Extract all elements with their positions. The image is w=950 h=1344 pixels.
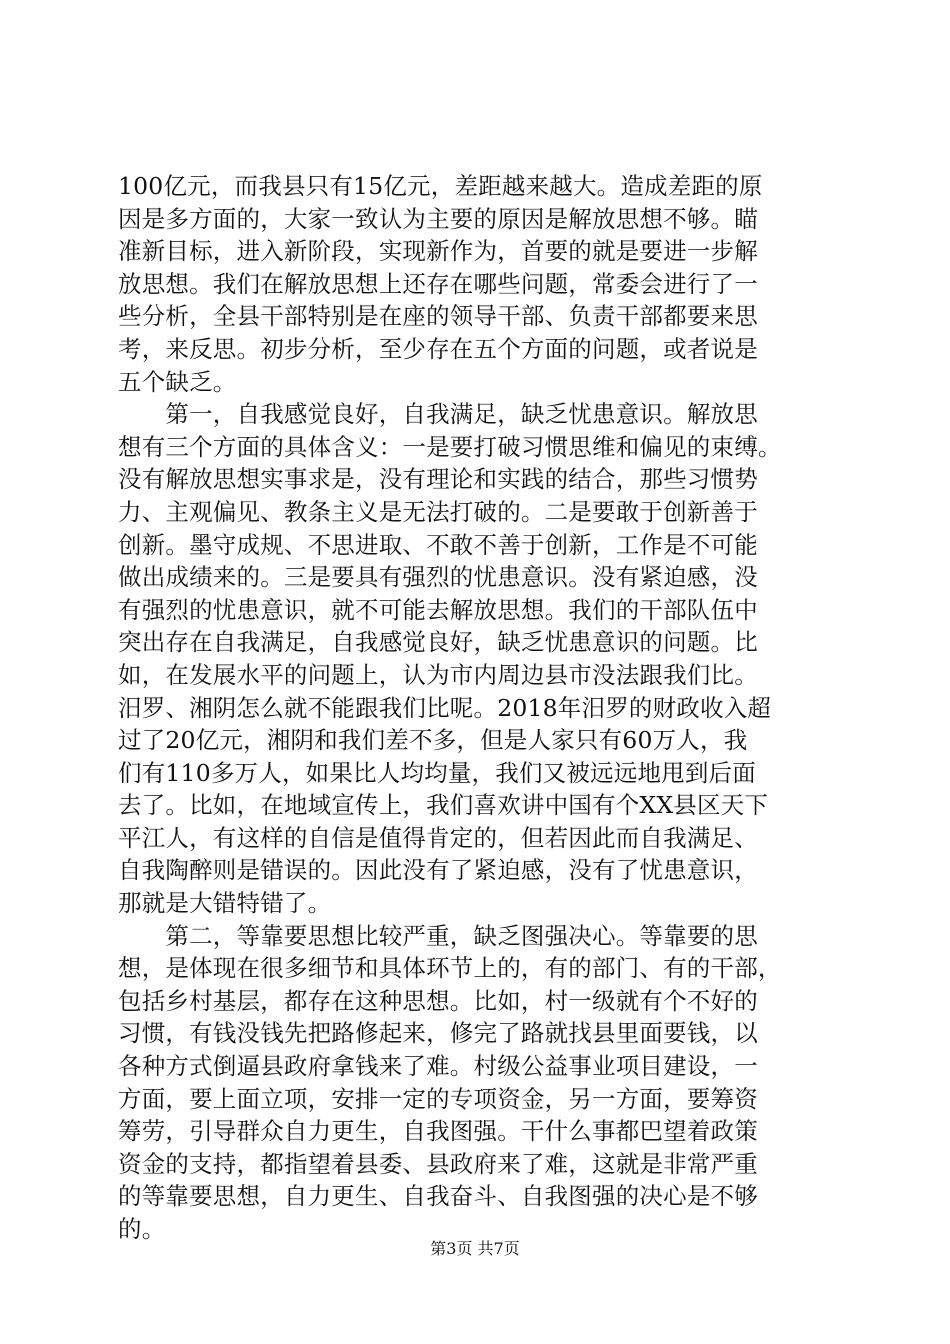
text-line: 想，是体现在很多细节和具体环节上的，有的部门、有的干部， xyxy=(118,954,782,983)
text-line: 放思想。我们在解放思想上还存在哪些问题，常委会进行了一 xyxy=(118,269,758,298)
page-number: 第3页 共7页 xyxy=(430,1239,520,1258)
text-line: 各种方式倒逼县政府拿钱来了难。村级公益事业项目建设，一 xyxy=(118,1052,758,1081)
text-line: 的等靠要思想，自力更生、自我奋斗、自我图强的决心是不够 xyxy=(118,1182,758,1211)
text-line: 没有解放思想实事求是，没有理论和实践的结合，那些习惯势 xyxy=(118,465,758,494)
text-line: 五个缺乏。 xyxy=(118,367,237,396)
text-line: 考，来反思。初步分析，至少存在五个方面的问题，或者说是 xyxy=(118,334,758,363)
text-line: 们有110多万人，如果比人均均量，我们又被远远地甩到后面 xyxy=(118,758,756,787)
text-line: 方面，要上面立项，安排一定的专项资金，另一方面，要筹资 xyxy=(118,1084,758,1113)
text-line: 如，在发展水平的问题上，认为市内周边县市没法跟我们比。 xyxy=(118,660,758,689)
text-line: 去了。比如，在地域宣传上，我们喜欢讲中国有个XX县区天下 xyxy=(118,791,769,820)
text-line: 些分析，全县干部特别是在座的领导干部、负责干部都要来思 xyxy=(118,302,758,331)
text-line: 平江人，有这样的自信是值得肯定的，但若因此而自我满足、 xyxy=(118,823,758,852)
text-line: 筹劳，引导群众自力更生，自我图强。干什么事都巴望着政策 xyxy=(118,1117,758,1146)
body-text xyxy=(118,170,848,1246)
text-line: 资金的支持，都指望着县委、县政府来了难，这就是非常严重 xyxy=(118,1149,758,1178)
text-line: 包括乡村基层，都存在这种思想。比如，村一级就有个不好的 xyxy=(118,986,758,1015)
text-line: 因是多方面的，大家一致认为主要的原因是解放思想不够。瞄 xyxy=(118,204,758,233)
text-line: 汨罗、湘阴怎么就不能跟我们比呢。2018年汨罗的财政收入超 xyxy=(118,693,772,722)
text-line: 自我陶醉则是错误的。因此没有了紧迫感，没有了忧患意识， xyxy=(118,856,758,885)
text-line: 突出存在自我满足，自我感觉良好，缺乏忧患意识的问题。比 xyxy=(118,628,758,657)
text-line: 第二，等靠要思想比较严重，缺乏图强决心。等靠要的思 xyxy=(118,921,758,950)
text-line: 过了20亿元，湘阴和我们差不多，但是人家只有60万人，我 xyxy=(118,726,748,755)
text-line: 习惯，有钱没钱先把路修起来，修完了路就找县里面要钱，以 xyxy=(118,1019,758,1048)
text-line: 100亿元，而我县只有15亿元，差距越来越大。造成差距的原 xyxy=(118,172,763,200)
text-line: 有强烈的忧患意识，就不可能去解放思想。我们的干部队伍中 xyxy=(118,595,758,624)
text-line: 那就是大错特错了。 xyxy=(118,889,332,918)
text-line: 做出成绩来的。三是要具有强烈的忧患意识。没有紧迫感，没 xyxy=(118,563,758,592)
text-line: 的。 xyxy=(118,1215,166,1243)
text-line: 创新。墨守成规、不思进取、不敢不善于创新，工作是不可能 xyxy=(118,530,758,559)
text-line: 准新目标，进入新阶段，实现新作为，首要的就是要进一步解 xyxy=(118,237,758,266)
text-line: 第一，自我感觉良好，自我满足，缺乏忧患意识。解放思 xyxy=(118,400,758,429)
text-line: 想有三个方面的具体含义：一是要打破习惯思维和偏见的束缚。 xyxy=(118,432,782,461)
text-line: 力、主观偏见、教条主义是无法打破的。二是要敢于创新善于 xyxy=(118,497,758,526)
